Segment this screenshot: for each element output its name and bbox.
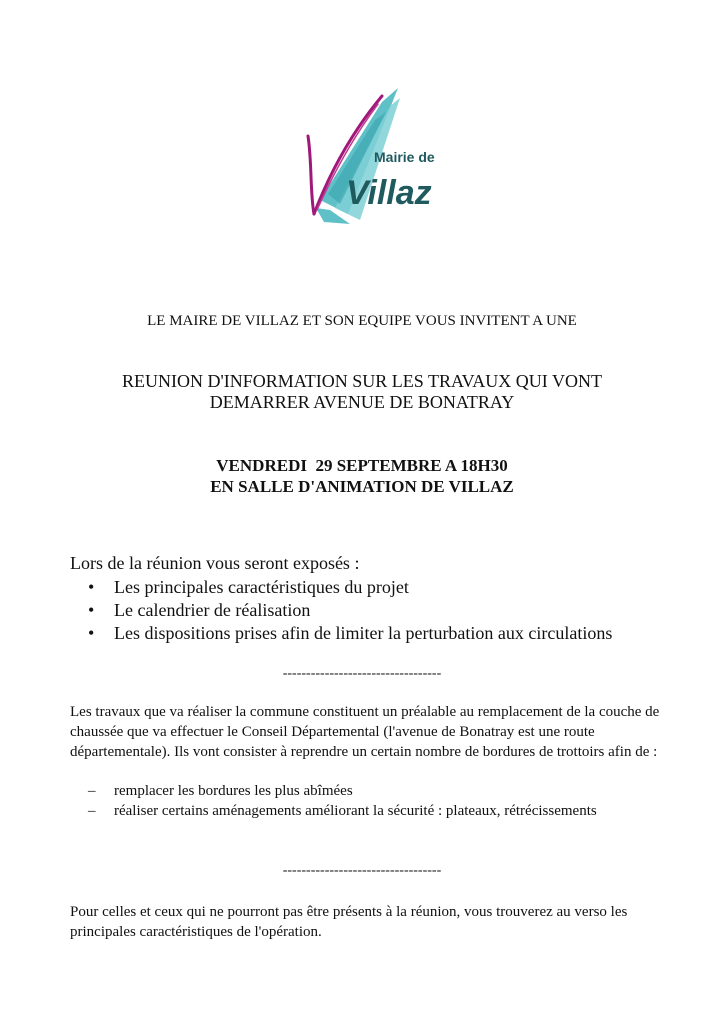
works-item-text: remplacer les bordures les plus abîmées: [114, 783, 353, 799]
bullet-icon: •: [88, 600, 95, 620]
bullet-icon: •: [88, 577, 95, 597]
separator-line: ----------------------------------: [282, 666, 442, 681]
meeting-date-location: [0, 455, 724, 497]
logo-text-mairie: Mairie de: [374, 149, 435, 165]
agenda-item-text: Le calendrier de réalisation: [114, 600, 311, 620]
bullet-icon: •: [88, 623, 95, 643]
list-item: [88, 801, 628, 821]
logo-text-villaz: Villaz: [346, 174, 432, 212]
mairie-villaz-logo: [290, 82, 440, 230]
list-item: [88, 781, 628, 801]
works-item-text: réaliser certains aménagements améliorant la sécurité : plateaux, rétrécissements: [114, 803, 597, 819]
logo-graphic: [290, 82, 440, 230]
meeting-date: VENDREDI 29 SEPTEMBRE A 18H30: [216, 456, 508, 475]
agenda-item-text: Les dispositions prises afin de limiter la perturbation aux circulations: [114, 623, 613, 643]
meeting-topic: [0, 371, 724, 413]
agenda-list: [88, 576, 612, 645]
list-item: [88, 599, 612, 622]
dash-icon: –: [88, 783, 96, 799]
meeting-topic-line-1: REUNION D'INFORMATION SUR LES TRAVAUX QUI VONT: [122, 371, 602, 391]
works-list: [88, 781, 628, 821]
separator-line: ----------------------------------: [282, 863, 442, 878]
agenda-item-text: Les principales caractéristiques du projet: [114, 577, 409, 597]
meeting-topic-line-2: DEMARRER AVENUE DE BONATRAY: [209, 392, 515, 412]
invitation-line: LE MAIRE DE VILLAZ ET SON EQUIPE VOUS INVITENT A UNE: [147, 313, 577, 329]
meeting-location: EN SALLE D'ANIMATION DE VILLAZ: [210, 477, 514, 496]
list-item: [88, 576, 612, 599]
works-paragraph: Les travaux que va réaliser la commune constituent un préalable au remplacement de la couche de chaussée que va effectuer le Conseil Départemental (l'avenue de Bonatray est une route départementale). Ils vont consister à reprendre un certain nombre de bordures de trottoirs afin de :: [70, 704, 660, 760]
dash-icon: –: [88, 803, 96, 819]
list-item: [88, 622, 612, 645]
agenda-intro: Lors de la réunion vous seront exposés :: [70, 553, 360, 573]
closing-paragraph: Pour celles et ceux qui ne pourront pas être présents à la réunion, vous trouverez au verso les principales caractéristiques de l'opération.: [70, 904, 628, 940]
